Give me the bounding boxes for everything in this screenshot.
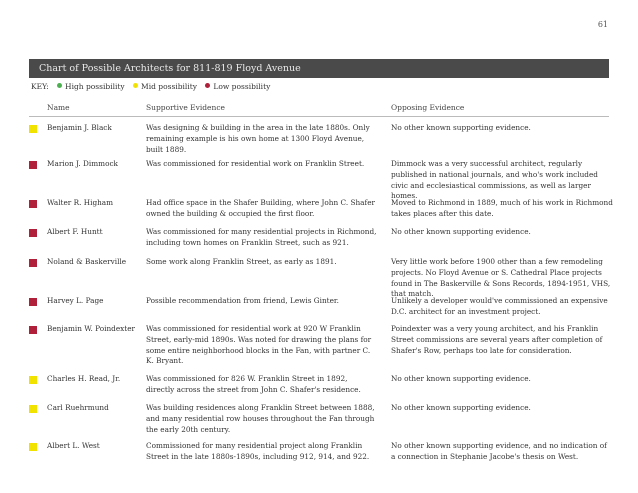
architect-name: Benjamin J. Black — [47, 123, 112, 132]
supportive-evidence: Commissioned for many residential project along Franklin Street in the late 1880s-1890s, including 912, 914, and 922. — [146, 441, 370, 461]
possibility-marker — [29, 405, 37, 413]
page-number: 61 — [597, 20, 608, 29]
architect-name: Charles H. Read, Jr. — [47, 374, 121, 383]
opposing-evidence: No other known supporting evidence. — [391, 374, 531, 383]
architect-name: Walter R. Higham — [47, 198, 114, 207]
key-label-high: High possibility — [65, 82, 125, 91]
opposing-evidence: Very little work before 1900 other than a few remodeling projects. No Floyd Avenue or S. Cathedral Place projects found in The Baskerville & Sons Records, 1894-1951, VHS, that match. — [391, 257, 611, 299]
key-dot-high — [57, 83, 62, 88]
table-header — [0, 103, 638, 115]
possibility-marker — [29, 229, 37, 237]
opposing-evidence: No other known supporting evidence, and no indication of a connection in Stephanie Jacobe's thesis on West. — [391, 441, 607, 461]
possibility-marker — [29, 443, 37, 451]
supportive-evidence: Was building residences along Franklin Street between 1888, and many residential row houses throughout the Fan through the early 20th century. — [146, 403, 375, 434]
column-header-oppose: Opposing Evidence — [391, 103, 465, 112]
possibility-marker — [29, 376, 37, 384]
chart-title: Chart of Possible Architects for 811-819 Floyd Avenue — [39, 63, 301, 74]
column-header-support: Supportive Evidence — [146, 103, 225, 112]
opposing-evidence: No other known supporting evidence. — [391, 227, 531, 236]
key-label: KEY: — [31, 82, 49, 91]
architect-name: Marion J. Dimmock — [47, 159, 118, 168]
supportive-evidence: Was designing & building in the area in the late 1880s. Only remaining example is his own home at 1300 Floyd Avenue, built 1889. — [146, 123, 370, 154]
supportive-evidence: Some work along Franklin Street, as early as 1891. — [146, 257, 337, 266]
architect-name: Albert F. Huntt — [47, 227, 103, 236]
key-dot-low — [205, 83, 210, 88]
opposing-evidence: Dimmock was a very successful architect, regularly published in national journals, and who's work included civic and ecclesiastical commissions, as well as larger homes. — [391, 159, 598, 201]
key-label-low: Low possibility — [213, 82, 271, 91]
supportive-evidence: Was commissioned for many residential projects in Richmond, including town homes on Franklin Street, such as 921. — [146, 227, 377, 247]
supportive-evidence: Was commissioned for 826 W. Franklin Street in 1892, directly across the street from John C. Shafer's residence. — [146, 374, 361, 394]
architect-name: Harvey L. Page — [47, 296, 104, 305]
column-header-name: Name — [47, 103, 70, 112]
possibility-marker — [29, 125, 37, 133]
architect-name: Albert L. West — [47, 441, 100, 450]
supportive-evidence: Was commissioned for residential work on Franklin Street. — [146, 159, 365, 168]
opposing-evidence: No other known supporting evidence. — [391, 123, 531, 132]
possibility-key — [31, 82, 270, 91]
possibility-marker — [29, 298, 37, 306]
key-label-mid: Mid possibility — [141, 82, 197, 91]
key-dot-mid — [133, 83, 138, 88]
opposing-evidence: No other known supporting evidence. — [391, 403, 531, 412]
opposing-evidence: Poindexter was a very young architect, and his Franklin Street commissions are several years after completion of Shafer's Row, perhaps too late for consideration. — [391, 324, 603, 355]
chart-title-bar — [29, 59, 609, 78]
opposing-evidence: Unlikely a developer would've commissioned an expensive D.C. architect for an investment project. — [391, 296, 608, 316]
supportive-evidence: Was commissioned for residential work at 920 W Franklin Street, early-mid 1890s. Was noted for drawing the plans for some entire neighborhood blocks in the Fan, with partner C. K. Bryant. — [146, 324, 372, 366]
architect-name: Noland & Baskerville — [47, 257, 127, 266]
possibility-marker — [29, 259, 37, 267]
opposing-evidence: Moved to Richmond in 1889, much of his work in Richmond takes places after this date. — [391, 198, 613, 218]
header-divider — [29, 116, 609, 117]
architect-name: Carl Ruehrmund — [47, 403, 109, 412]
supportive-evidence: Had office space in the Shafer Building, where John C. Shafer owned the building & occupied the first floor. — [146, 198, 376, 218]
supportive-evidence: Possible recommendation from friend, Lewis Ginter. — [146, 296, 339, 305]
architect-name: Benjamin W. Poindexter — [47, 324, 136, 333]
possibility-marker — [29, 161, 37, 169]
possibility-marker — [29, 200, 37, 208]
possibility-marker — [29, 326, 37, 334]
